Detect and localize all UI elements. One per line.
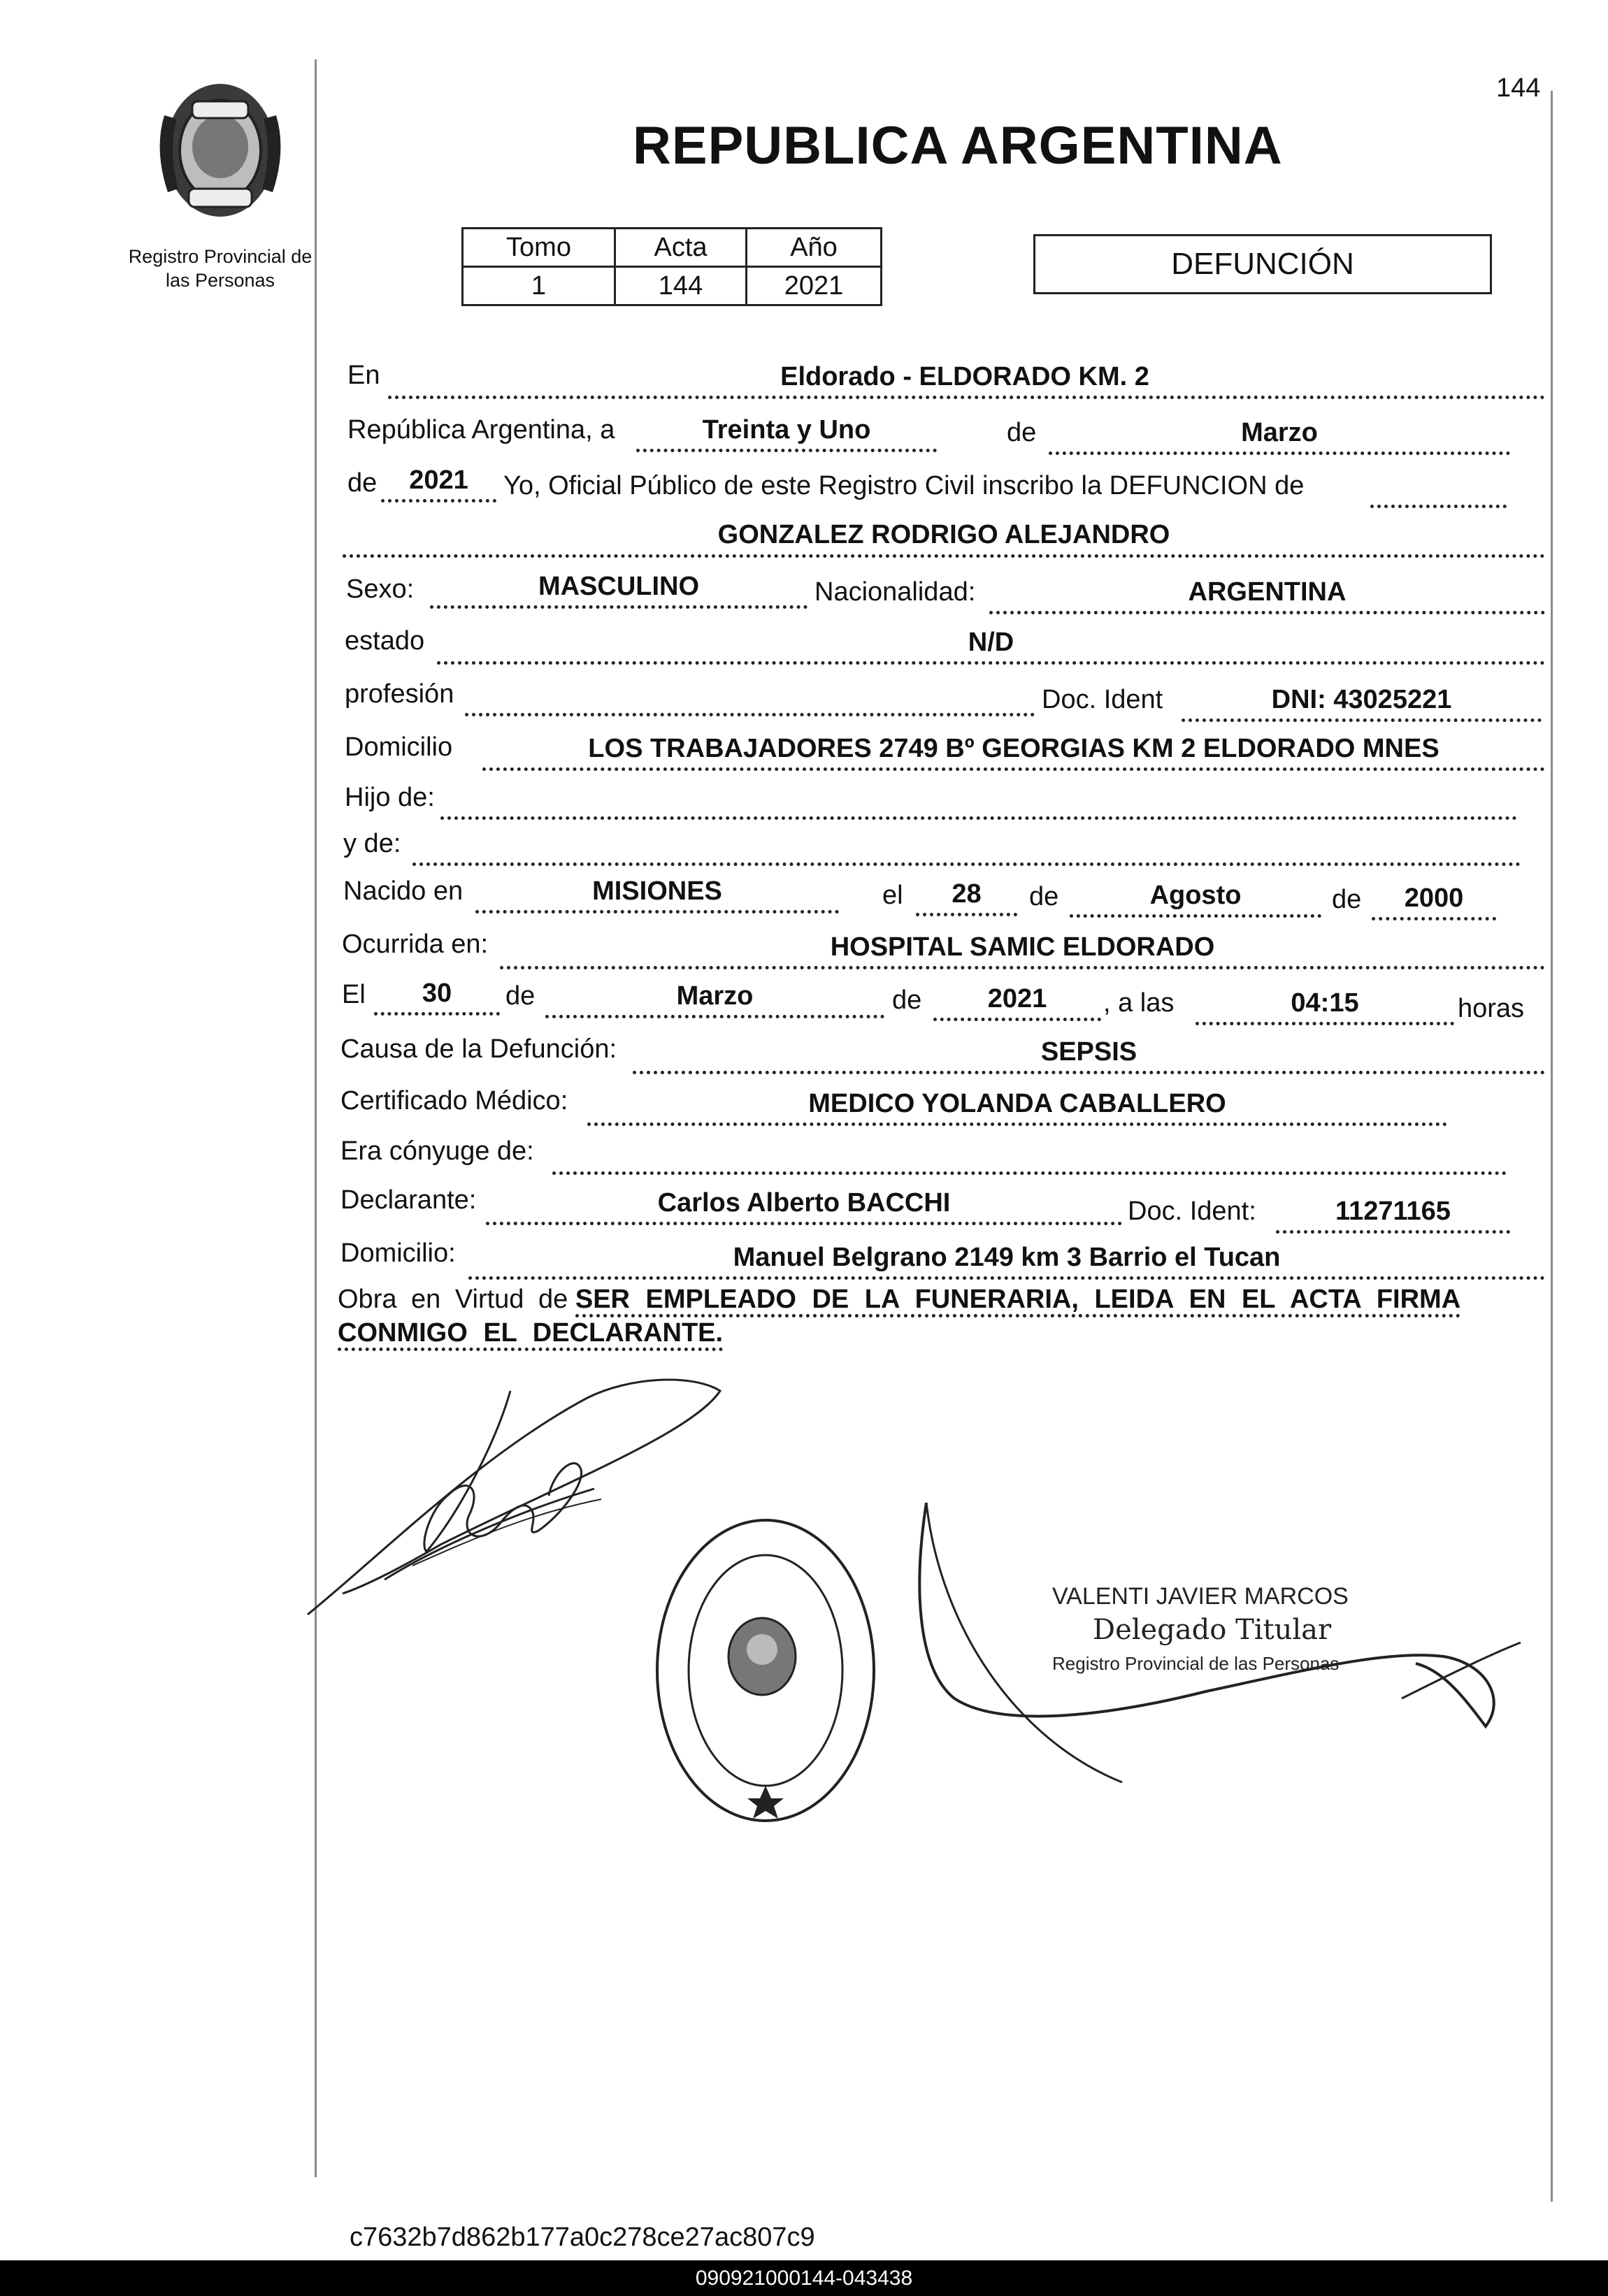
y-de-label: y de:	[343, 829, 401, 858]
declarante-dotline	[486, 1222, 1122, 1225]
certificado-value: MEDICO YOLANDA CABALLERO	[808, 1089, 1226, 1118]
conyuge-label: Era cónyuge de:	[340, 1136, 534, 1166]
doc-ident-dotline	[1182, 719, 1542, 722]
page-number: 144	[1496, 73, 1541, 103]
day-words-dotline	[636, 449, 937, 452]
birth-year-value: 2000	[1404, 883, 1464, 913]
profesion-label: profesión	[345, 679, 454, 709]
domicilio2-label: Domicilio:	[340, 1239, 456, 1268]
death-year-value: 2021	[987, 984, 1047, 1013]
official-name: VALENTI JAVIER MARCOS	[1052, 1583, 1349, 1610]
domicilio-value: LOS TRABAJADORES 2749 Bº GEORGIAS KM 2 ELDORADO MNES	[588, 734, 1440, 763]
causa-label: Causa de la Defunción:	[340, 1034, 617, 1064]
month-dotline	[1049, 452, 1510, 455]
certificado-label: Certificado Médico:	[340, 1086, 568, 1115]
sexo-value: MASCULINO	[538, 572, 700, 601]
profesion-dotline	[465, 713, 1035, 716]
estado-label: estado	[345, 626, 425, 656]
death-day-dotline	[374, 1012, 500, 1016]
ocurrida-dotline	[500, 966, 1545, 969]
causa-dotline	[633, 1071, 1545, 1074]
certificado-dotline	[587, 1122, 1447, 1126]
value-tomo: 1	[463, 267, 615, 305]
record-table	[461, 227, 882, 306]
value-acta: 144	[615, 267, 747, 305]
declarante-label: Declarante:	[340, 1185, 477, 1215]
de-label-4: de	[1332, 885, 1362, 914]
place-value: Eldorado - ELDORADO KM. 2	[780, 362, 1149, 391]
conyuge-dotline	[552, 1171, 1507, 1175]
hijo-label: Hijo de:	[345, 783, 435, 812]
death-day-value: 30	[422, 979, 452, 1008]
death-year-dotline	[933, 1018, 1101, 1021]
death-month-dotline	[545, 1015, 884, 1018]
footer-id-bar: 090921000144-043438	[0, 2260, 1608, 2296]
value-ano: 2021	[747, 267, 882, 305]
place-dotline	[388, 396, 1545, 399]
header-acta: Acta	[615, 229, 747, 267]
year-value: 2021	[409, 465, 468, 495]
day-words-value: Treinta y Uno	[702, 415, 871, 445]
official-signature-block	[1052, 1580, 1349, 1680]
de-label-3: de	[1029, 882, 1059, 911]
birth-year-dotline	[1372, 917, 1496, 920]
birth-day-value: 28	[952, 879, 982, 909]
declarante-domicilio-value: Manuel Belgrano 2149 km 3 Barrio el Tucan	[733, 1243, 1281, 1272]
nacionalidad-value: ARGENTINA	[1188, 577, 1347, 607]
sexo-dotline	[430, 605, 807, 609]
birth-month-dotline	[1070, 914, 1321, 918]
right-margin-line	[1551, 91, 1553, 2202]
declarante-value: Carlos Alberto BACCHI	[657, 1188, 951, 1218]
nacido-dotline	[475, 910, 839, 914]
ocurrida-value: HOSPITAL SAMIC ELDORADO	[830, 932, 1215, 962]
nacionalidad-dotline	[989, 611, 1545, 614]
estado-value: N/D	[968, 628, 1014, 657]
death-time-dotline	[1196, 1022, 1454, 1025]
page-title: REPUBLICA ARGENTINA	[633, 116, 1283, 175]
death-time-value: 04:15	[1291, 988, 1359, 1018]
birth-day-dotline	[916, 913, 1017, 916]
el-label: el	[882, 881, 903, 910]
y-de-dotline	[412, 862, 1521, 866]
causa-value: SEPSIS	[1040, 1037, 1137, 1067]
obra-value: SER EMPLEADO DE LA FUNERARIA, LEIDA EN EL ACTA FIRMA CONMIGO EL DECLARANTE.	[338, 1285, 1460, 1351]
doc-ident2-label: Doc. Ident:	[1128, 1197, 1256, 1226]
domicilio-dotline	[482, 767, 1545, 771]
ocurrida-label: Ocurrida en:	[342, 930, 489, 959]
nacionalidad-label: Nacionalidad:	[814, 577, 976, 607]
domicilio-label: Domicilio	[345, 732, 453, 762]
official-office: Registro Provincial de las Personas	[1052, 1653, 1340, 1674]
declarante-doc-dotline	[1276, 1230, 1510, 1234]
doc-ident-label: Doc. Ident	[1042, 685, 1163, 714]
header-ano: Año	[747, 229, 882, 267]
a-las-label: , a las	[1103, 988, 1175, 1018]
document-hash: c7632b7d862b177a0c278ce27ac807c9	[350, 2223, 815, 2252]
month-value: Marzo	[1241, 418, 1318, 447]
birth-month-value: Agosto	[1149, 881, 1242, 910]
record-type-box: DEFUNCIÓN	[1033, 234, 1492, 294]
de-label-6: de	[892, 985, 922, 1015]
republic-label: República Argentina, a	[347, 415, 615, 445]
sexo-label: Sexo:	[346, 575, 415, 604]
en-label: En	[347, 361, 380, 390]
declarante-domicilio-dotline	[468, 1276, 1545, 1280]
province-emblem-icon	[150, 73, 290, 231]
death-month-value: Marzo	[676, 981, 754, 1011]
obra-paragraph	[338, 1283, 1540, 1350]
registry-label: Registro Provincial de las Personas	[128, 246, 313, 291]
obra-label: Obra en Virtud de	[338, 1285, 568, 1314]
deceased-name-dotline	[343, 554, 1545, 558]
official-title: Delegado Titular	[1093, 1614, 1332, 1646]
left-margin-line	[315, 59, 317, 2177]
estado-dotline	[437, 661, 1545, 665]
nacido-value: MISIONES	[592, 876, 722, 906]
deceased-name-value: GONZALEZ RODRIGO ALEJANDRO	[717, 520, 1170, 549]
declarante-doc-value: 11271165	[1335, 1197, 1451, 1226]
de-label-2: de	[347, 468, 378, 498]
inscribo-text: Yo, Oficial Público de este Registro Civil inscribo la DEFUNCION de	[503, 471, 1305, 500]
inscribo-dotline	[1370, 505, 1507, 508]
El-label: El	[342, 980, 366, 1009]
header-tomo: Tomo	[463, 229, 615, 267]
doc-ident-value: DNI: 43025221	[1271, 685, 1452, 714]
year-dotline	[381, 499, 496, 503]
de-label-5: de	[505, 981, 536, 1011]
horas-label: horas	[1458, 994, 1525, 1023]
nacido-label: Nacido en	[343, 876, 464, 906]
hijo-dotline	[440, 816, 1517, 820]
de-label-1: de	[1007, 418, 1037, 447]
registry-stamp-icon	[647, 1510, 884, 1831]
